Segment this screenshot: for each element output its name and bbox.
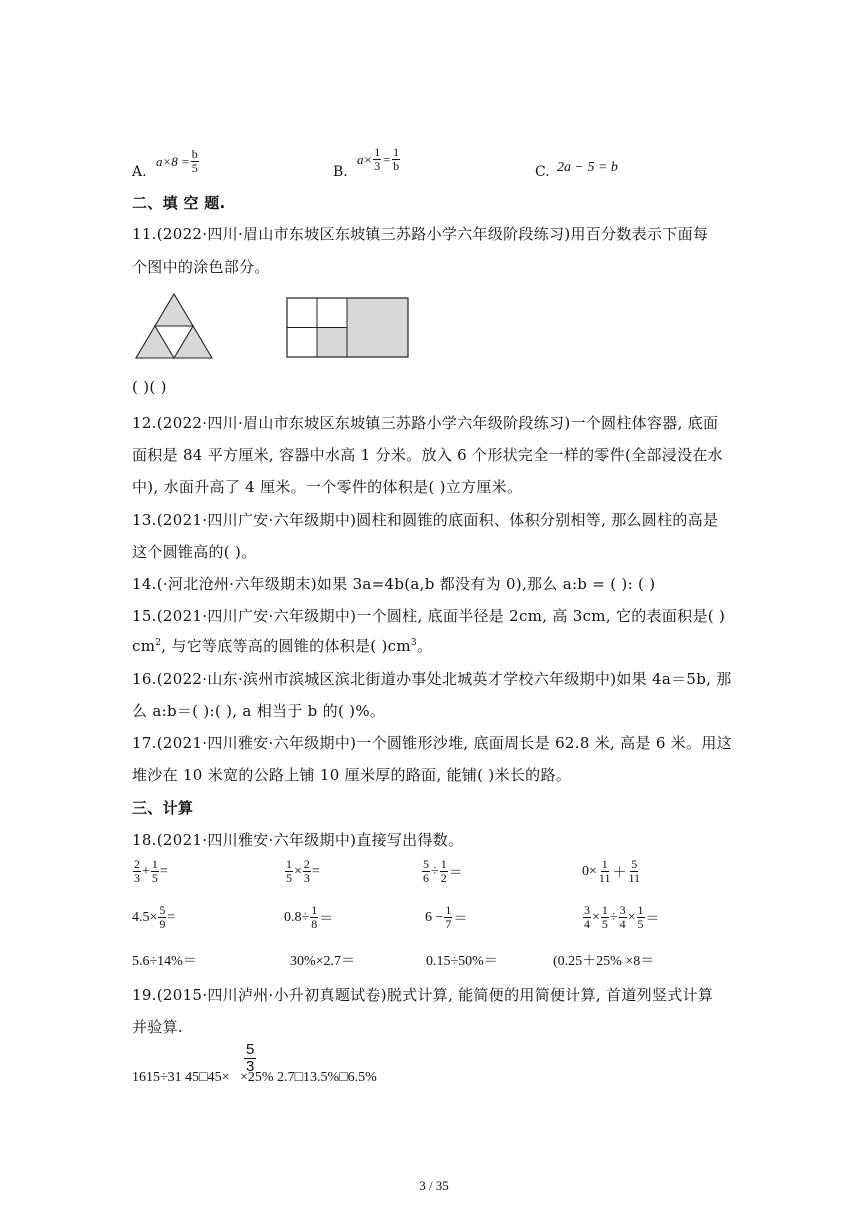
calc-r3c4: (0.25＋25% ×8＝ [553, 954, 655, 969]
q11-answer-blanks[interactable]: ( )( ) [132, 378, 167, 396]
section-2-heading: 二、填 空 题. [132, 194, 226, 212]
q14-line1: 14.(·河北沧州·六年级期末)如果 3a=4b(a,b 都没有为 0),那么 a:b = ( ): ( ) [132, 575, 656, 593]
option-b-label: B. [333, 164, 348, 180]
q12-line1: 12.(2022·四川·眉山市东坡区东坡镇三苏路小学六年级阶段练习)一个圆柱体容器, 底面 [132, 414, 719, 432]
section-3-heading: 三、计算 [132, 799, 194, 817]
q13-line2: 这个圆锥高的( )。 [132, 543, 257, 561]
q13-line1: 13.(2021·四川广安·六年级期中)圆柱和圆锥的底面积、体积分别相等, 那么圆柱的高是 [132, 511, 719, 529]
option-a-expr: a×8 = $\frac{b}{5}$ [156, 147, 198, 175]
q15-line1: 15.(2021·四川广安·六年级期中)一个圆柱, 底面半径是 2cm, 高 3cm, 它的表面积是( ) [132, 607, 726, 625]
triangle-figure [134, 292, 214, 360]
q16-line2: 么 a:b＝( ):( ), a 相当于 b 的( )%。 [132, 702, 386, 720]
q18-line1: 18.(2021·四川雅安·六年级期中)直接写出得数。 [132, 831, 464, 849]
calc-r1c2: $\frac{1}{5}$ × $\frac{2}{3}$ = [286, 857, 320, 885]
q12-line3: 中), 水面升高了 4 厘米。一个零件的体积是( )立方厘米。 [132, 478, 523, 496]
calc-r1c1: $\frac{2}{3}$ + $\frac{1}{5}$ = [134, 857, 168, 885]
option-b-expr: a× $\frac{1}{3}$ = $\frac{1}{b}$ [357, 145, 400, 173]
q11-line1: 11.(2022·四川·眉山市东坡区东坡镇三苏路小学六年级阶段练习)用百分数表示下面每 [132, 225, 709, 243]
calc-r1c3: $\frac{5}{6}$ ÷ $\frac{1}{2}$ ＝ [423, 857, 463, 885]
q11-line2: 个图中的涂色部分。 [132, 258, 270, 276]
option-c-expr: 2a − 5 = b [557, 160, 618, 175]
calc-r1c4: 0× $\frac{1}{11}$ ＋ $\frac{5}{11}$ [582, 857, 641, 885]
q19-line1: 19.(2015·四川泸州·小升初真题试卷)脱式计算, 能简便的用简便计算, 首道列竖式计算 [132, 986, 714, 1004]
calc-r2c3: 6 − $\frac{1}{7}$ ＝ [425, 903, 468, 931]
q17-line1: 17.(2021·四川雅安·六年级期中)一个圆锥形沙堆, 底面周长是 62.8 米, 高是 6 米。用这 [132, 734, 732, 752]
calc-r2c4: $\frac{3}{4}$ × $\frac{1}{5}$ ÷ $\frac{3}{4}$ × $\frac{1}{5}$ ＝ [584, 903, 660, 931]
q19-line2: 并验算. [132, 1018, 183, 1036]
calc-r2c1: 4.5× $\frac{5}{9}$ = [132, 903, 176, 931]
q19-expression: 1615÷31 45□45× ×25% 2.7□13.5%□6.5% [132, 1070, 377, 1085]
q15-line2: $cm^2$, 与它等底等高的圆锥的体积是( )$cm^3$。 [132, 637, 433, 655]
q12-line2: 面积是 84 平方厘米, 容器中水高 1 分米。放入 6 个形状完全一样的零件(全部浸没在水 [132, 446, 723, 464]
calc-r3c2: 30%×2.7＝ [290, 954, 356, 969]
calc-r2c2: 0.8÷ $\frac{1}{8}$ ＝ [284, 903, 334, 931]
q19-fraction: 5 3 [246, 1041, 255, 1075]
calc-r3c1: 5.6÷14%＝ [132, 954, 197, 969]
option-c-label: C. [535, 164, 550, 180]
rectangle-figure [286, 297, 410, 359]
calc-r3c3: 0.15÷50%＝ [426, 954, 498, 969]
option-a-label: A. [132, 164, 147, 180]
q16-line1: 16.(2022·山东·滨州市滨城区滨北街道办事处北城英才学校六年级期中)如果 4a＝5b, 那 [132, 670, 732, 688]
page-number: 3 / 35 [419, 1178, 449, 1193]
q17-line2: 堆沙在 10 米宽的公路上铺 10 厘米厚的路面, 能铺( )米长的路。 [132, 766, 572, 784]
